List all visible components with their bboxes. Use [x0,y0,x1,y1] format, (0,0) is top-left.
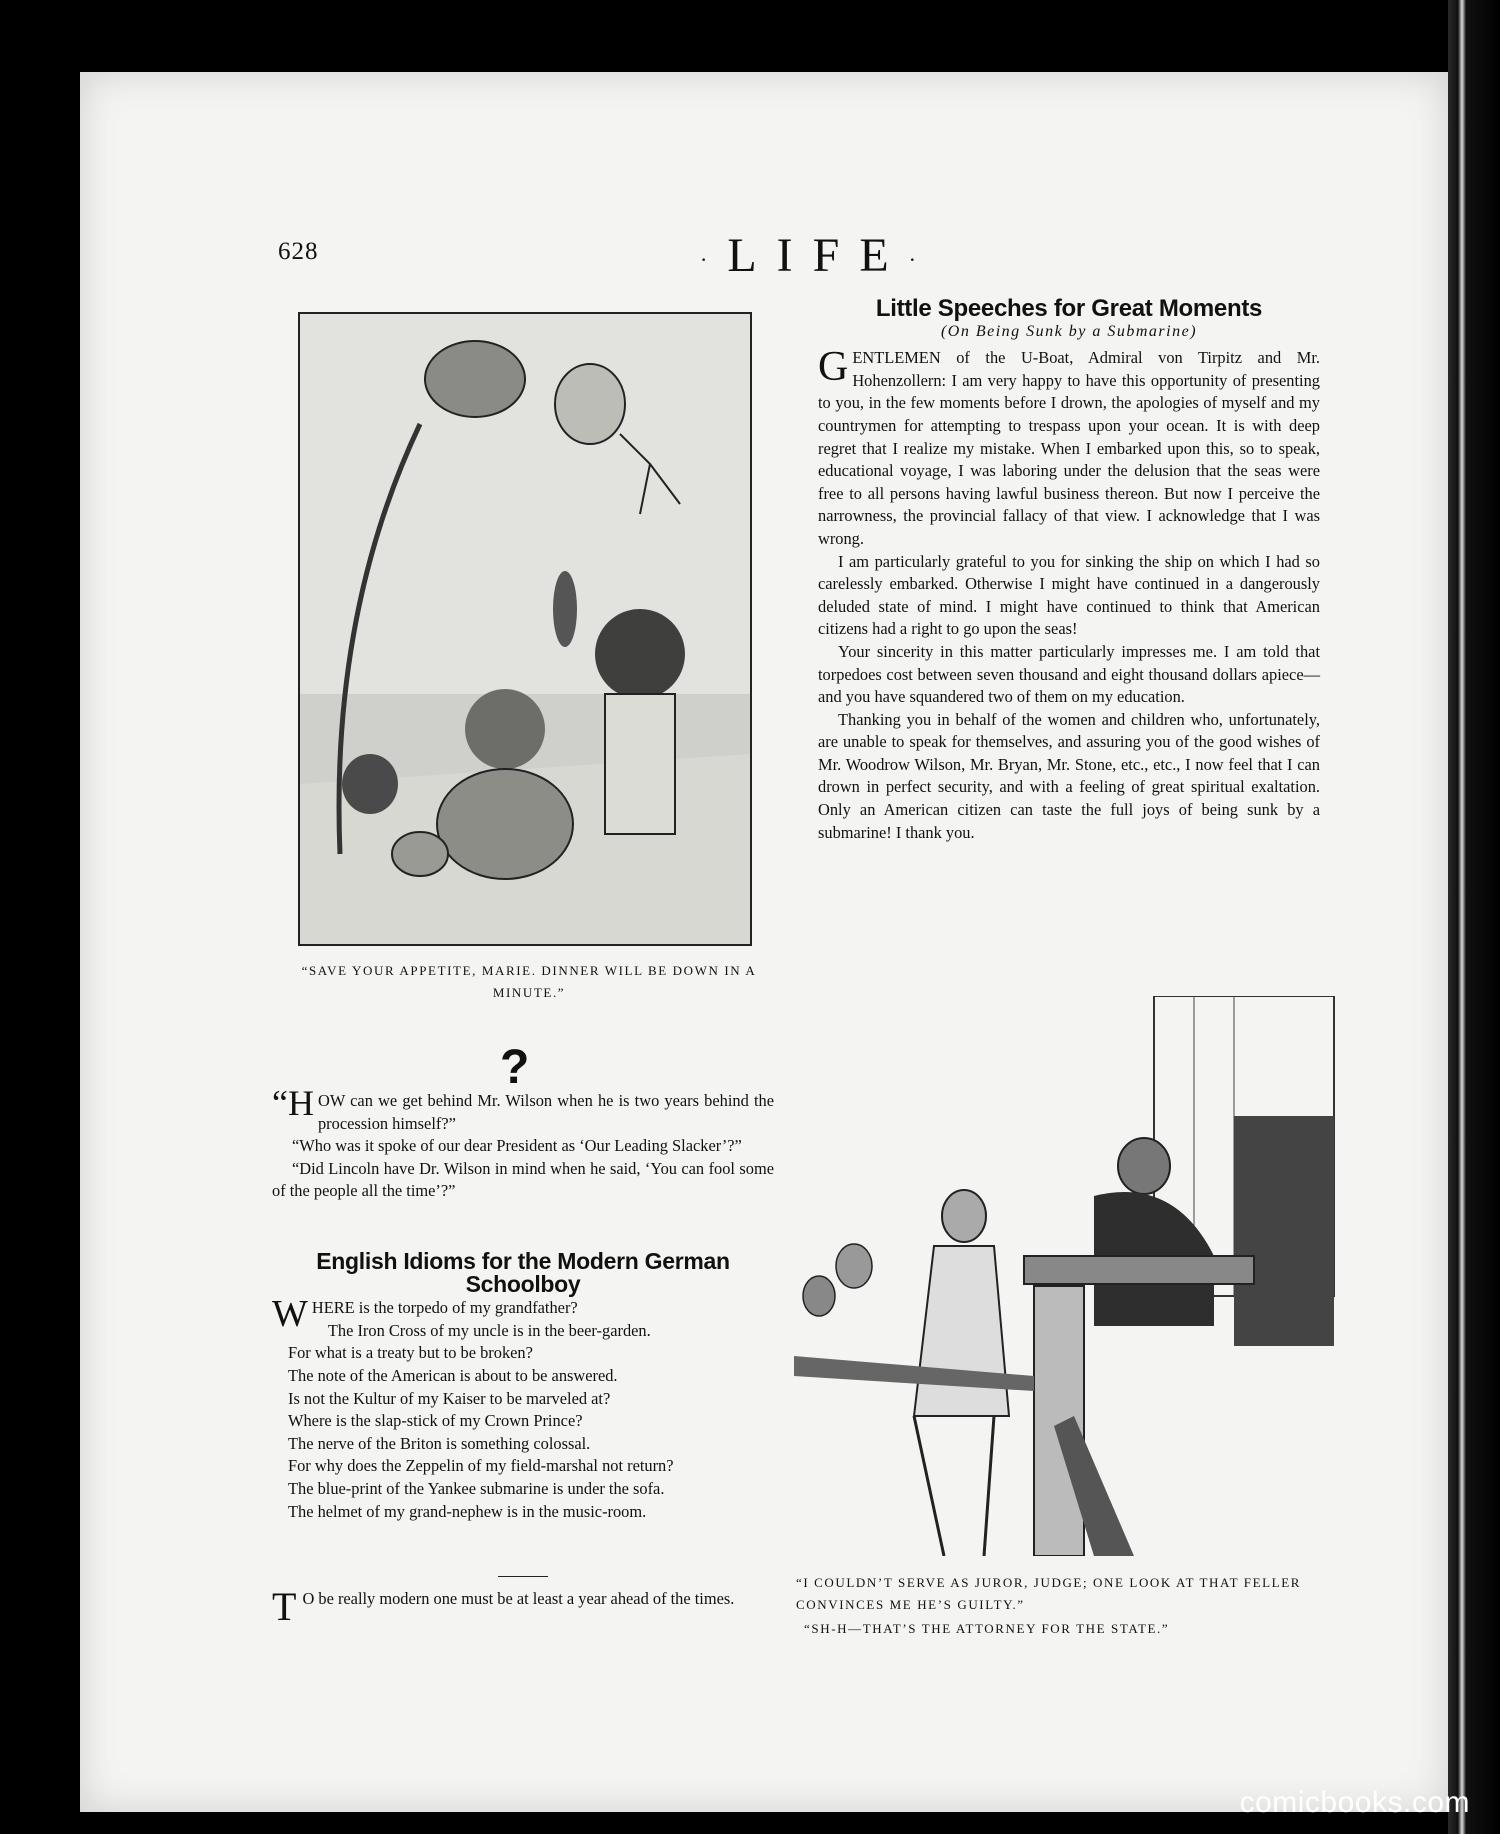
idiom-line: The blue-print of the Yankee submarine is under the sofa. [288,1478,665,1498]
article-little-speeches [818,295,1320,844]
article-paragraph: I am particularly grateful to you for sinking the ship on which I had so carelessly embarked. Otherwise I might have continued in a dangerously deluded state of mind. I might have continued to think that American citizens had a right to go upon the seas! [818,551,1320,639]
courtroom-caption-line-1: “I COULDN’T SERVE AS JUROR, JUDGE; ONE LOOK AT THAT FELLER CONVINCES ME HE’S GUILTY.” [796,1575,1302,1612]
idioms-section [272,1250,774,1523]
cartoon-bears-caption: “SAVE YOUR APPETITE, MARIE. DINNER WILL BE DOWN IN A MINUTE.” [301,963,757,1000]
idiom-line: The Iron Cross of my uncle is in the beer-garden. [327,1320,651,1340]
idioms-dropcap: W [272,1293,308,1336]
courtroom-drawing [794,996,1342,1556]
question-item: “Did Lincoln have Dr. Wilson in mind when he said, ‘You can fool some of the people all the time’?” [272,1158,774,1201]
scan-top-border [0,0,1500,72]
closing-text: O be really modern one must be at least a year ahead of the times. [302,1589,735,1608]
courtroom-illustration [794,996,1342,1556]
article-paragraph: Your sincerity in this matter particularly impresses me. I am told that torpedoes cost between seven thousand and eight thousand dollars apiece—and you have squandered two of them on my education. [818,641,1320,707]
article-paragraph: GENTLEMEN of the U-Boat, Admiral von Tirpitz and Mr. Hohenzollern: I am very happy to have this opportunity of presenting to you, in the few moments before I drown, the apologies of myself and my countrymen for attempting to trespass upon your ocean. It is with deep regret that I realize my mistake. When I embarked upon this, so to speak, educational voyage, I was laboring under the delusion that the seas were free to all persons having lawful business thereon. But now I perceive the narrowness, the provincial fallacy of that view. I acknowledge that I was wrong. [818,344,1320,548]
article-subtitle: (On Being Sunk by a Submarine) [940,322,1198,340]
idioms-title: English Idioms for the Modern German Schoolboy [316,1248,730,1297]
idiom-line: For what is a treaty but to be broken? [288,1343,533,1363]
question-section-heading: ? [500,1041,530,1094]
question-item: “HOW can we get behind Mr. Wilson when he is two years behind the procession himself?” [272,1083,774,1133]
cartoon-bears-illustration [298,312,752,946]
question-section [272,1083,774,1203]
idiom-line: For why does the Zeppelin of my field-marshal not return? [288,1456,674,1476]
masthead-dot-left: · [700,246,728,272]
idiom-line: WHERE is the torpedo of my grandfather? [272,1293,578,1336]
page-number: 628 [278,238,319,265]
masthead-dot-right: · [908,246,936,272]
closing-dropcap: T [272,1584,297,1629]
article-title: Little Speeches for Great Moments [875,295,1263,322]
article-paragraph: Thanking you in behalf of the women and children who, unfortunately, are unable to speak for themselves, and assuring you of the good wishes of Mr. Woodrow Wilson, Mr. Bryan, Mr. Stone, etc., etc., I now feel that I can drown in perfect security, and with a feeling of great spiritual exaltation. Only an American citizen can taste the full joys of being sunk by a submarine! I thank you. [818,709,1320,842]
section-divider [498,1576,548,1577]
closing-quip [272,1584,774,1629]
article-dropcap: G [818,344,849,391]
cartoon-bears-drawing [300,314,750,944]
scan-binding-edge [1448,0,1500,1834]
question-item: “Who was it spoke of our dear President as ‘Our Leading Slacker’?” [292,1136,742,1156]
site-watermark: comicbooks.com [1239,1786,1470,1819]
masthead [700,228,936,283]
masthead-title: LIFE [727,229,909,282]
idiom-line: The nerve of the Briton is something colossal. [288,1433,591,1453]
idiom-line: The helmet of my grand-nephew is in the music-room. [288,1501,647,1521]
idiom-line: The note of the American is about to be answered. [288,1365,618,1385]
idiom-line: Where is the slap-stick of my Crown Prince? [288,1411,583,1431]
question-dropcap: “H [272,1083,314,1123]
courtroom-caption [796,1572,1326,1640]
courtroom-caption-line-2: “SH-H—THAT’S THE ATTORNEY FOR THE STATE.” [804,1621,1170,1636]
idiom-line: Is not the Kultur of my Kaiser to be marveled at? [288,1388,611,1408]
